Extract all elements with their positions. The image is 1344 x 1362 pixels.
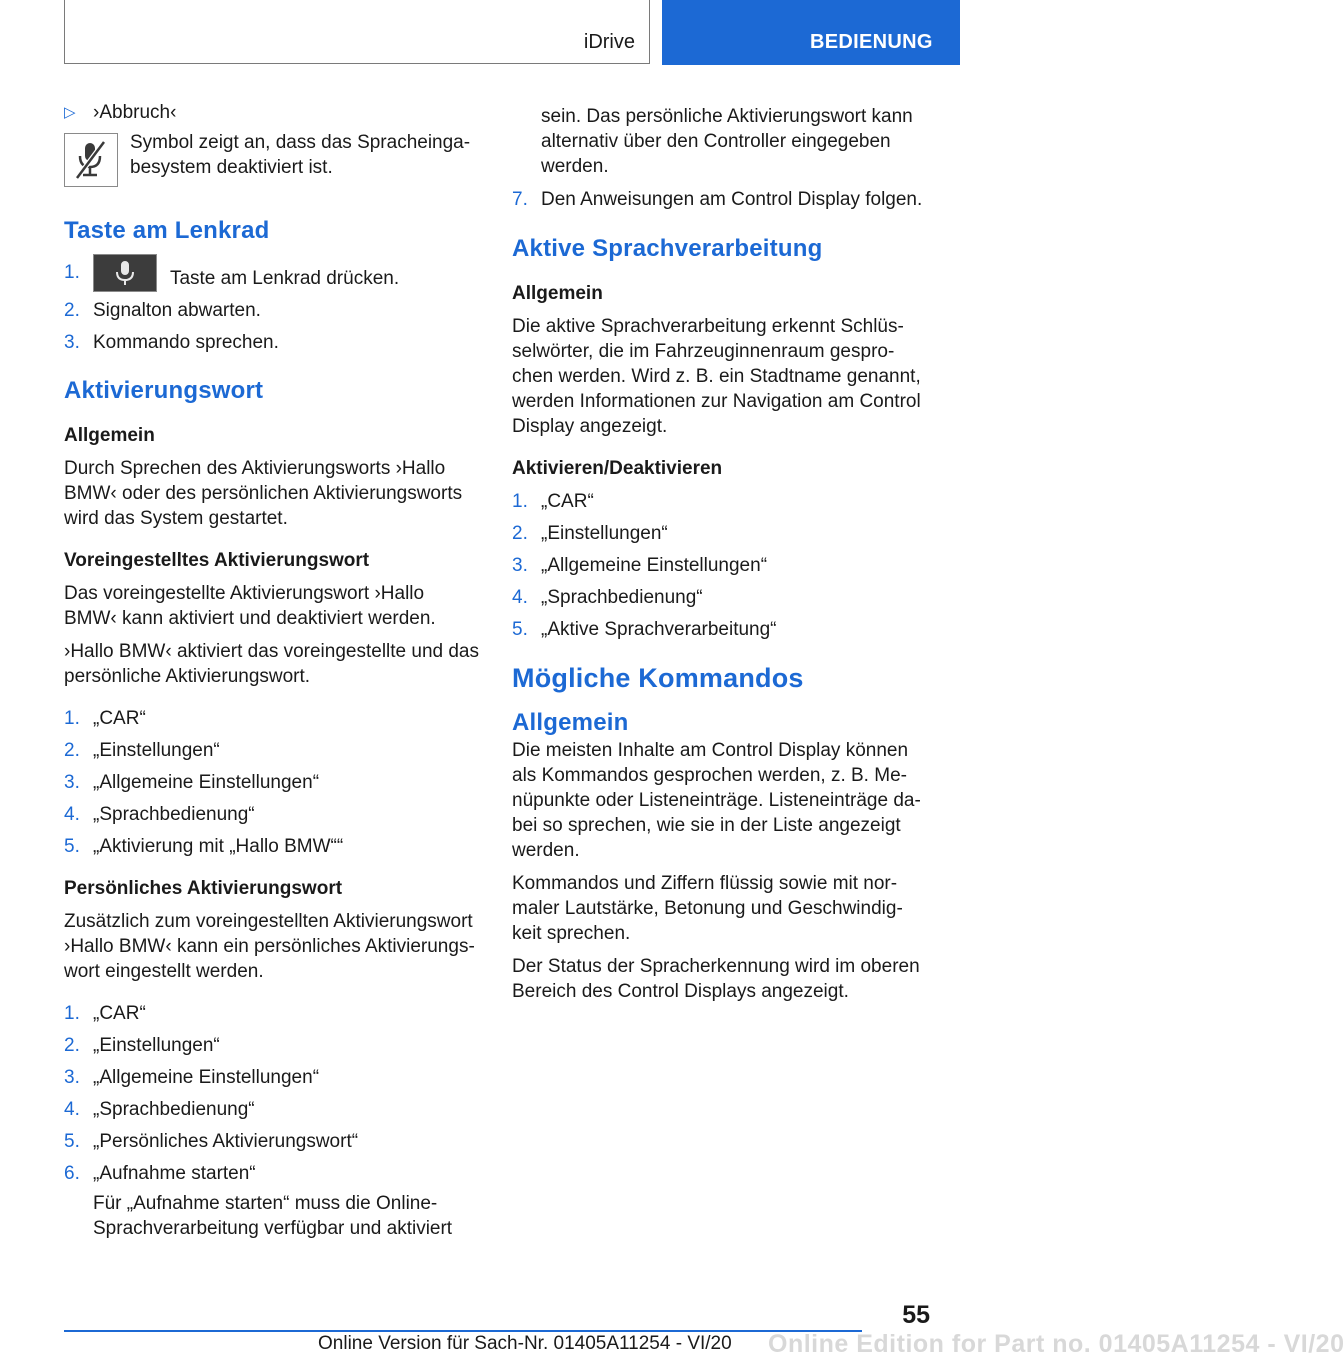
header-chapter-label: BEDIENUNG (810, 31, 933, 53)
step-text: „Allgemeine Einstellungen“ (93, 772, 320, 793)
voreingestellt-paragraph-2: ›Hallo BMW‹ aktiviert das voreingestellte und das persönliche Aktivierungswort. (64, 641, 480, 687)
step-text: „Sprachbedienung“ (541, 587, 703, 608)
step-number: 3. (64, 332, 80, 353)
list-item (64, 1129, 482, 1154)
list-item (512, 187, 932, 212)
moeg-paragraph-1: Die meisten Inhalte am Control Display können als Kommandos gesprochen werden, z. B. Me-nüpunkte oder Listeneinträge. Listeneinträge da-bei so sprechen, wie sie in der Liste angezeigt werden. (512, 740, 921, 861)
footer-online-version: Online Version für Sach-Nr. 01405A11254 - VI/20 (318, 1333, 732, 1354)
step-number: 5. (512, 619, 528, 640)
allgemein-paragraph: Durch Sprechen des Aktivierungsworts ›Hallo BMW‹ oder des persönlichen Aktivierungsworts wird das System gestartet. (64, 458, 463, 529)
deactivated-symbol-row (64, 130, 482, 190)
step-number: 1. (64, 1003, 80, 1024)
step-number: 5. (64, 836, 80, 857)
continued-paragraph: sein. Das persönliche Aktivierungswort kann alternativ über den Controller eingegeben werden. (541, 106, 913, 177)
list-item (64, 1161, 482, 1186)
step-text: Den Anweisungen am Control Display folgen. (541, 189, 923, 210)
heading-taste-am-lenkrad: Taste am Lenkrad (64, 217, 270, 244)
step-text: „Einstellungen“ (93, 740, 220, 761)
step-text: Signalton abwarten. (93, 300, 261, 321)
list-item (64, 834, 482, 859)
step-number: 2. (64, 300, 80, 321)
step-number: 1. (512, 491, 528, 512)
list-item (64, 1001, 482, 1026)
heading-aktivierungswort: Aktivierungswort (64, 377, 264, 404)
voice-disabled-icon (64, 133, 118, 187)
voreingestellt-paragraph-1: Das voreingestellte Aktivierungswort ›Hallo BMW‹ kann aktiviert und deaktiviert werden. (64, 583, 436, 629)
list-item (64, 706, 482, 731)
step-number: 1. (64, 708, 80, 729)
subheading-allgemein: Allgemein (64, 425, 155, 446)
list-item (64, 802, 482, 827)
list-item (64, 1097, 482, 1122)
footer-watermark (768, 1330, 1344, 1359)
list-item (512, 585, 932, 610)
step-number: 5. (64, 1131, 80, 1152)
left-column (64, 100, 482, 1241)
list-item (64, 1065, 482, 1090)
list-item (64, 260, 482, 298)
footer-watermark-text: Online Edition for Part no. 01405A11254 - VI/20 (768, 1330, 1344, 1358)
step-text: „Allgemeine Einstellungen“ (541, 555, 768, 576)
step-number: 4. (64, 804, 80, 825)
subheading-aktivieren-deaktivieren: Aktivieren/Deaktivieren (512, 458, 723, 479)
moeg-paragraph-2: Kommandos und Ziffern flüssig sowie mit nor-maler Lautstärke, Betonung und Geschwindig-keit sprechen. (512, 873, 903, 944)
step-text: „CAR“ (93, 708, 146, 729)
step-number: 7. (512, 189, 528, 210)
abbruch-item (64, 100, 482, 125)
steering-voice-button-icon (93, 254, 157, 292)
step-number: 3. (512, 555, 528, 576)
step-text: „Aufnahme starten“ (93, 1163, 256, 1184)
step-text: „Einstellungen“ (93, 1035, 220, 1056)
step-text: „CAR“ (541, 491, 594, 512)
list-item (64, 738, 482, 763)
list-item (64, 298, 482, 323)
aktive-paragraph: Die aktive Sprachverarbeitung erkennt Schlüs-selwörter, die im Fahrzeuginnenraum gespro-chen werden. Wird z. B. ein Stadtname genannt, werden Informationen zur Navigation am Control Display angezeigt. (512, 316, 921, 437)
step-text: „Aktive Sprachverarbeitung“ (541, 619, 777, 640)
step-number: 4. (512, 587, 528, 608)
list-item (512, 553, 932, 578)
persoenlich-paragraph: Zusätzlich zum voreingestellten Aktivierungswort ›Hallo BMW‹ kann ein persönliches Aktivierungs-wort eingestellt werden. (64, 911, 475, 982)
step-text: „CAR“ (93, 1003, 146, 1024)
list-item (64, 770, 482, 795)
step-text: „Sprachbedienung“ (93, 804, 255, 825)
subheading-persoenlich: Persönliches Aktivierungswort (64, 878, 343, 899)
step-text: „Persönliches Aktivierungswort“ (93, 1131, 359, 1152)
header-section-label: iDrive (583, 31, 635, 53)
subheading-voreingestellt: Voreingestelltes Aktivierungswort (64, 550, 370, 571)
header-chapter-tab (662, 0, 960, 65)
triangle-marker-icon: ▷ (64, 104, 76, 121)
step-text: „Allgemeine Einstellungen“ (93, 1067, 320, 1088)
heading-moegliche-kommandos: Mögliche Kommandos (512, 663, 804, 693)
step-number: 2. (64, 1035, 80, 1056)
step-text: „Aktivierung mit „Hallo BMW““ (93, 836, 344, 857)
list-item (64, 1033, 482, 1058)
list-item (512, 489, 932, 514)
footer-divider (64, 1330, 862, 1332)
step-text: Kommando sprechen. (93, 332, 279, 353)
subheading-allgemein-right: Allgemein (512, 283, 603, 304)
aufnahme-note: Für „Aufnahme starten“ muss die Online-Sprachverarbeitung verfügbar und aktiviert (93, 1193, 453, 1239)
heading-aktive-sprachverarbeitung: Aktive Sprachverarbeitung (512, 235, 823, 262)
step-number: 2. (64, 740, 80, 761)
step-number: 3. (64, 1067, 80, 1088)
page-number: 55 (902, 1301, 930, 1329)
heading-allgemein-kommandos: Allgemein (512, 709, 629, 736)
step-text: „Sprachbedienung“ (93, 1099, 255, 1120)
header-section-tab (64, 0, 650, 64)
moeg-paragraph-3: Der Status der Spracherkennung wird im oberen Bereich des Control Displays angezeigt. (512, 956, 920, 1002)
step-text: „Einstellungen“ (541, 523, 668, 544)
step-number: 4. (64, 1099, 80, 1120)
right-column (512, 100, 932, 1004)
list-item (512, 521, 932, 546)
list-item (512, 617, 932, 642)
step-number: 1. (64, 262, 80, 283)
list-item (64, 330, 482, 355)
step-text: Taste am Lenkrad drücken. (169, 268, 400, 290)
step-number: 6. (64, 1163, 80, 1184)
symbol-description: Symbol zeigt an, dass das Spracheinga-besystem deaktiviert ist. (130, 132, 471, 178)
abbruch-label: ›Abbruch‹ (93, 102, 177, 123)
step-number: 2. (512, 523, 528, 544)
step-number: 3. (64, 772, 80, 793)
